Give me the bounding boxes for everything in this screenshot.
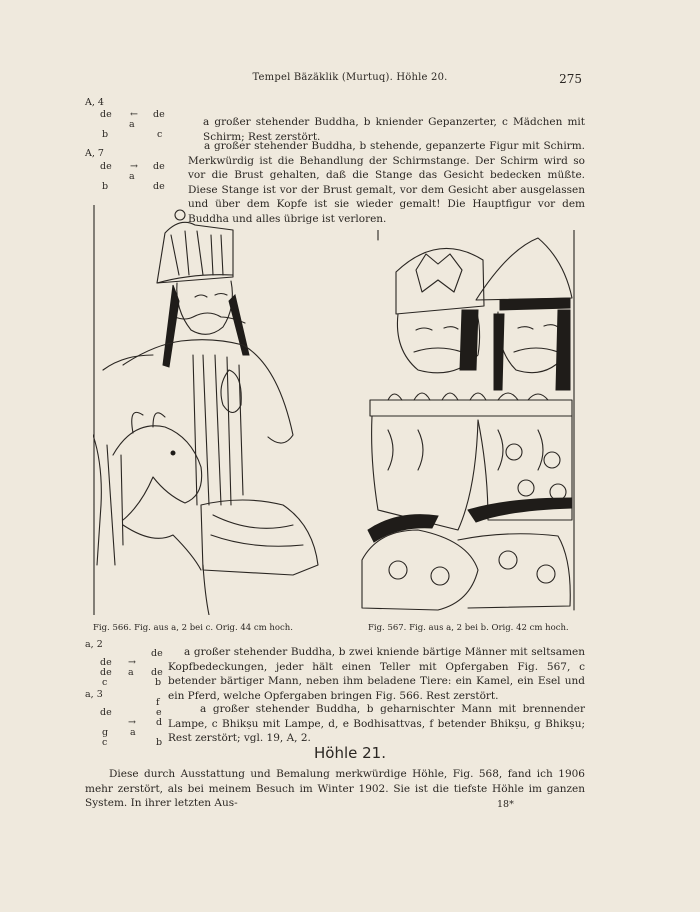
diagram-cell: f bbox=[156, 697, 160, 708]
orientation-diagram bbox=[100, 161, 170, 197]
entry-id: a, 3 bbox=[85, 689, 103, 700]
diagram-cell: de bbox=[100, 667, 112, 678]
diagram-cell: b bbox=[155, 677, 162, 688]
diagram-cell: de bbox=[151, 648, 163, 659]
figure-caption: Fig. 566. Fig. aus a, 2 bei c. Orig. 44 cm hoch. bbox=[93, 623, 293, 633]
diagram-cell: g bbox=[102, 727, 109, 738]
diagram-cell: d bbox=[156, 717, 163, 728]
arrow-right-icon: → bbox=[128, 657, 136, 668]
figure-567-drawing bbox=[358, 230, 576, 616]
arrow-right-icon: → bbox=[130, 161, 138, 172]
signature-mark: 18* bbox=[497, 799, 514, 810]
entry-description: a großer stehender Buddha, b kniender Gepanzerter, c Mädchen mit Schirm; Rest zerstört. bbox=[203, 116, 585, 143]
diagram-cell: de bbox=[151, 667, 163, 678]
diagram-cell: c bbox=[102, 737, 108, 748]
section-body: Diese durch Ausstattung und Bemalung merkwürdige Höhle, Fig. 568, fand ich 1906 mehr zerstört, als bei meinem Besuch im Winter 1902. Sie ist die tiefste Höhle im ganzen System. In ihrer letzten Aus- bbox=[85, 768, 585, 809]
entry-description: a großer stehender Buddha, b geharnischter Mann mit brennender Lampe, c Bhikṣu mit Lampe, d, e Bodhisattvas, f betender Bhikṣu, g Bhikṣu; Rest zerstört; vgl. 19, A, 2. bbox=[168, 703, 585, 744]
diagram-cell: de bbox=[100, 161, 112, 172]
diagram-cell: a bbox=[129, 119, 135, 130]
diagram-cell: de bbox=[100, 707, 112, 718]
page-number: 275 bbox=[559, 72, 582, 86]
figure-566-drawing bbox=[93, 205, 321, 615]
orientation-diagram bbox=[100, 648, 170, 690]
diagram-cell: de bbox=[153, 181, 165, 192]
diagram-cell: e bbox=[156, 707, 162, 718]
orientation-diagram bbox=[100, 697, 170, 749]
entry-description: a großer stehender Buddha, b zwei kniende bärtige Männer mit seltsamen Kopfbedeckungen, jeder hält einen Teller mit Opfergaben Fig. 567, c betender bärtiger Mann, neben ihm beladene Tiere: ein Kamel, ein Esel und ein Pferd, welche Opfergaben bringen Fig. 566. Rest zerstört. bbox=[168, 646, 585, 702]
diagram-cell: a bbox=[130, 727, 136, 738]
diagram-cell: b bbox=[102, 129, 109, 140]
arrow-right-icon: → bbox=[128, 717, 136, 728]
diagram-cell: de bbox=[100, 657, 112, 668]
entry-description: a großer stehender Buddha, b stehende, gepanzerte Figur mit Schirm. Merkwürdig ist die Behandlung der Schirmstange. Der Schirm wird so vor die Brust gehalten, daß die Stange das Gesicht bedecken müßte. Diese Stange ist vor der Brust gemalt, vor dem Gesicht aber ausgelassen und über dem Kopfe ist sie wieder gemalt! Die Hauptfigur vor dem Buddha und alles übrige ist verloren. bbox=[188, 140, 585, 225]
diagram-cell: de bbox=[153, 109, 165, 120]
entry-id: A, 4 bbox=[85, 97, 104, 108]
diagram-cell: c bbox=[157, 129, 163, 140]
entry-id: A, 7 bbox=[85, 148, 104, 159]
entry-id: a, 2 bbox=[85, 639, 103, 650]
diagram-cell: c bbox=[102, 677, 108, 688]
diagram-cell: b bbox=[102, 181, 109, 192]
diagram-cell: a bbox=[129, 171, 135, 182]
diagram-cell: de bbox=[153, 161, 165, 172]
running-title: Tempel Bäzäklik (Murtuq). Höhle 20. bbox=[252, 72, 448, 83]
orientation-diagram bbox=[100, 109, 170, 145]
section-heading: Höhle 21. bbox=[314, 744, 386, 762]
figure-caption: Fig. 567. Fig. aus a, 2 bei b. Orig. 42 cm hoch. bbox=[368, 623, 569, 633]
diagram-cell: de bbox=[100, 109, 112, 120]
diagram-cell: b bbox=[156, 737, 163, 748]
diagram-cell: a bbox=[128, 667, 134, 678]
arrow-left-icon: ← bbox=[130, 109, 138, 120]
